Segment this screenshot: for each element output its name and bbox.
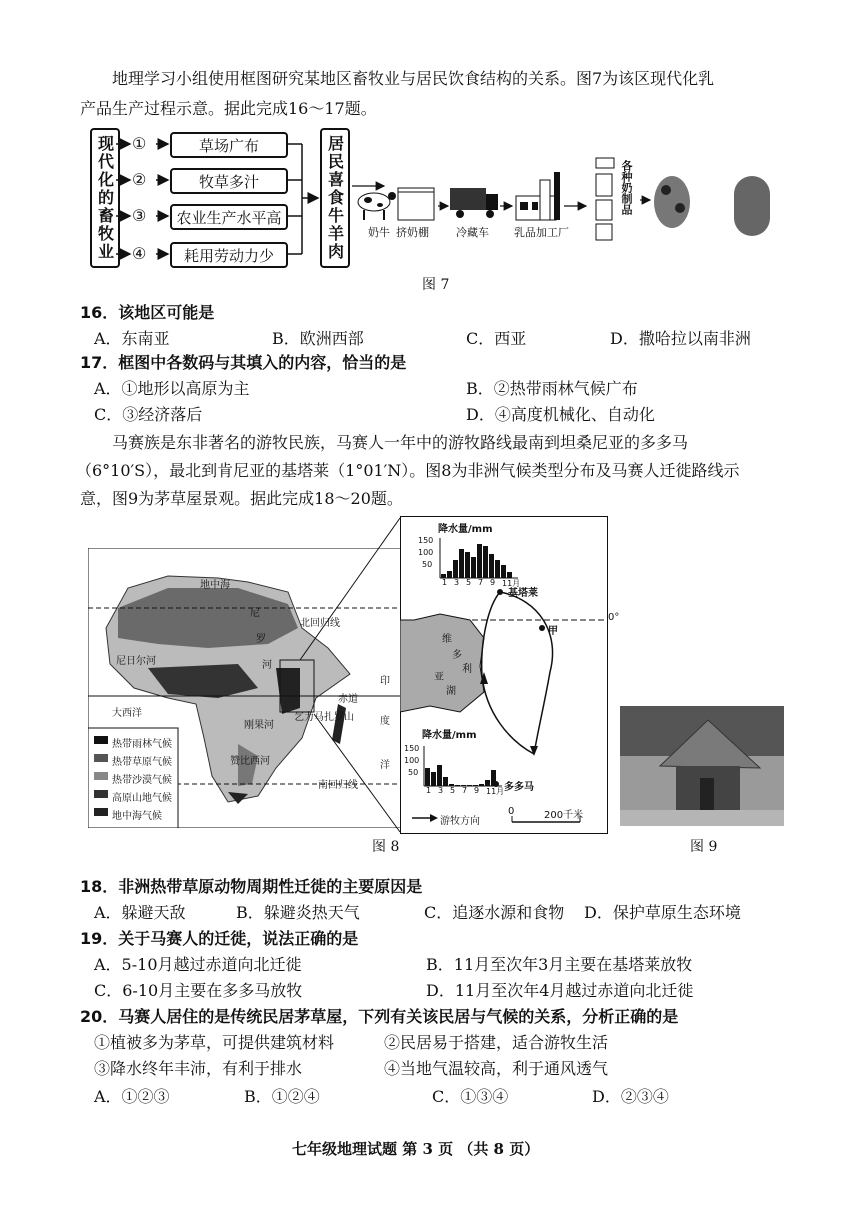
- fig7-item-3: 农业生产水平高: [170, 204, 288, 230]
- chart2-x-1: 1: [426, 786, 432, 795]
- lake-char-4: 亚: [434, 672, 444, 683]
- q16-option-b[interactable]: B．欧洲西部: [272, 329, 364, 348]
- legend-highland: 高原山地气候: [112, 793, 172, 804]
- q18-option-c[interactable]: C．追逐水源和食物: [424, 903, 565, 922]
- label-kitale: 基塔莱: [508, 588, 538, 599]
- q18-option-a[interactable]: A．躲避天敌: [94, 903, 186, 922]
- scale-zero: 0: [508, 806, 515, 817]
- fig8-caption: 图 8: [372, 839, 400, 855]
- milking-shed-icon: [398, 188, 434, 220]
- q20-stem: 20．马赛人居住的是传统民居茅草屋，下列有关该民居与气候的关系，分析正确的是: [80, 1007, 679, 1026]
- fig7-num-2: ②: [132, 170, 147, 189]
- dairy-products-icon: [596, 158, 614, 240]
- label-atlantic: 大西洋: [112, 708, 142, 719]
- fig7-caption: 图 7: [422, 277, 450, 293]
- lake-char-3: 利: [462, 664, 472, 675]
- q20-statement-4: ④当地气温较高，利于通风透气: [384, 1059, 609, 1078]
- chart1-y-150: 150: [418, 536, 434, 545]
- q16-stem: 16．该地区可能是: [80, 303, 215, 322]
- people-eating-icon: [654, 176, 690, 228]
- fig7-num-3: ③: [132, 206, 147, 225]
- legend-savanna: 热带草原气候: [112, 757, 172, 768]
- q19-option-a[interactable]: A．5-10月越过赤道向北迁徙: [94, 955, 302, 974]
- lake-char-5: 湖: [446, 686, 456, 697]
- route-legend-label: 游牧方向: [440, 816, 480, 827]
- q20-statement-3: ③降水终年丰沛，有利于排水: [94, 1059, 303, 1078]
- q18-option-b[interactable]: B．躲避炎热天气: [236, 903, 360, 922]
- chart2-x-3: 3: [438, 786, 444, 795]
- factory-icon: [516, 172, 560, 220]
- q16-option-d[interactable]: D．撒哈拉以南非洲: [610, 329, 751, 348]
- label-indian-3: 洋: [380, 760, 390, 771]
- q16-option-a[interactable]: A．东南亚: [94, 329, 170, 348]
- fig7-num-4: ④: [132, 244, 147, 263]
- chart2-x-5: 5: [450, 786, 456, 795]
- chart2-x-11: 11月: [486, 787, 505, 796]
- q19-stem: 19．关于马赛人的迁徙，说法正确的是: [80, 929, 359, 948]
- label-dodoma: 多多马: [504, 782, 534, 793]
- label-indian-2: 度: [380, 716, 390, 727]
- fig7-item-2: 牧草多汁: [170, 168, 288, 194]
- intro2-line-2: （6°10′S），最北到肯尼亚的基塔莱（1°01′N）。图8为非洲气候类型分布及马赛人迁徙路线示: [76, 461, 740, 480]
- page-footer: 七年级地理试题 第 3 页 （共 8 页）: [292, 1140, 540, 1158]
- fig7-item-4: 耗用劳动力少: [170, 242, 288, 268]
- chart1-x-1: 1: [442, 578, 448, 587]
- process-factory: 乳品加工厂: [514, 226, 569, 239]
- q17-stem: 17．框图中各数码与其填入的内容，恰当的是: [80, 353, 407, 372]
- chart1-x-9: 9: [490, 578, 496, 587]
- label-kilimanjaro: 乞力马扎罗山: [294, 712, 354, 723]
- legend-desert: 热带沙漠气候: [112, 775, 172, 786]
- lake-char-2: 多: [452, 650, 462, 661]
- legend-mediterranean: 地中海气候: [112, 811, 162, 822]
- label-jia: 甲: [548, 626, 558, 637]
- lake-char-1: 维: [442, 634, 452, 645]
- q20-statement-1: ①植被多为茅草，可提供建筑材料: [94, 1033, 335, 1052]
- intro-line-1: 地理学习小组使用框图研究某地区畜牧业与居民饮食结构的关系。图7为该区现代化乳: [112, 69, 715, 88]
- q18-stem: 18．非洲热带草原动物周期性迁徙的主要原因是: [80, 877, 423, 896]
- q17-option-a[interactable]: A．①地形以高原为主: [94, 379, 250, 398]
- q17-option-b[interactable]: B．②热带雨林气候广布: [466, 379, 638, 398]
- process-products: 各种奶制品: [620, 160, 633, 215]
- label-nile-1: 尼: [250, 608, 260, 619]
- fig7-right-box: 居民喜食牛羊肉: [320, 128, 350, 268]
- q20-option-d[interactable]: D．②③④: [592, 1087, 669, 1106]
- label-zero-degree: 0°: [608, 612, 620, 623]
- fig9-caption: 图 9: [690, 839, 718, 855]
- intro-line-2: 产品生产过程示意。据此完成16～17题。: [80, 99, 377, 118]
- q17-option-d[interactable]: D．④高度机械化、自动化: [466, 405, 655, 424]
- legend-swatch-highland: [94, 790, 108, 798]
- chart1-x-3: 3: [454, 578, 460, 587]
- chart2-y-100: 100: [404, 756, 420, 765]
- chart2-title: 降水量/mm: [422, 730, 477, 741]
- label-indian-1: 印: [380, 676, 390, 687]
- chart1-title: 降水量/mm: [438, 524, 493, 535]
- q19-option-b[interactable]: B．11月至次年3月主要在基塔莱放牧: [426, 955, 693, 974]
- truck-icon: [450, 188, 498, 218]
- label-mediterranean: 地中海: [200, 580, 230, 591]
- q20-option-c[interactable]: C．①③④: [432, 1087, 509, 1106]
- fig7-item-1: 草场广布: [170, 132, 288, 158]
- q19-option-d[interactable]: D．11月至次年4月越过赤道向北迁徙: [426, 981, 694, 1000]
- q16-option-c[interactable]: C．西亚: [466, 329, 527, 348]
- label-tropic-south: 南回归线: [318, 780, 358, 791]
- chart1-x-5: 5: [466, 578, 472, 587]
- q17-option-c[interactable]: C．③经济落后: [94, 405, 203, 424]
- thatched-hut-photo: [620, 706, 784, 826]
- people-eating-photo: [734, 176, 770, 236]
- q18-option-d[interactable]: D．保护草原生态环境: [584, 903, 741, 922]
- intro2-line-3: 意，图9为茅草屋景观。据此完成18～20题。: [80, 489, 403, 508]
- chart2-x-9: 9: [474, 786, 480, 795]
- q20-statement-2: ②民居易于搭建，适合游牧生活: [384, 1033, 609, 1052]
- chart1-x-7: 7: [478, 578, 484, 587]
- scale-label: 200千米: [544, 810, 584, 821]
- label-niger-river: 尼日尔河: [116, 656, 156, 667]
- label-nile-3: 河: [262, 660, 272, 671]
- chart2-y-150: 150: [404, 744, 420, 753]
- chart1-y-50: 50: [422, 560, 433, 569]
- label-equator: 赤道: [338, 694, 358, 705]
- fig7-left-box: 现代化的畜牧业: [90, 128, 120, 268]
- label-zambezi: 赞比西河: [230, 756, 270, 767]
- legend-swatch-savanna: [94, 754, 108, 762]
- process-shed: 挤奶棚: [396, 226, 429, 239]
- legend-swatch-mediterranean: [94, 808, 108, 816]
- cow-icon: [358, 192, 396, 220]
- chart1-x-11: 11月: [502, 579, 521, 588]
- q20-option-a[interactable]: A．①②③: [94, 1087, 170, 1106]
- legend-swatch-desert: [94, 772, 108, 780]
- chart2-y-50: 50: [408, 768, 419, 777]
- chart1-y-100: 100: [418, 548, 434, 557]
- intro2-line-1: 马赛族是东非著名的游牧民族，马赛人一年中的游牧路线最南到坦桑尼亚的多多马: [112, 433, 689, 452]
- chart2-x-7: 7: [462, 786, 468, 795]
- q20-option-b[interactable]: B．①②④: [244, 1087, 320, 1106]
- q19-option-c[interactable]: C．6-10月主要在多多马放牧: [94, 981, 303, 1000]
- fig7-num-1: ①: [132, 134, 147, 153]
- process-truck: 冷藏车: [456, 226, 489, 239]
- legend-rainforest: 热带雨林气候: [112, 739, 172, 750]
- label-tropic-north: 北回归线: [300, 618, 340, 629]
- inset-connector-lines: [300, 516, 410, 836]
- label-nile-2: 罗: [256, 634, 266, 645]
- legend-swatch-rainforest: [94, 736, 108, 744]
- label-congo-river: 刚果河: [244, 720, 274, 731]
- process-cow: 奶牛: [368, 226, 390, 239]
